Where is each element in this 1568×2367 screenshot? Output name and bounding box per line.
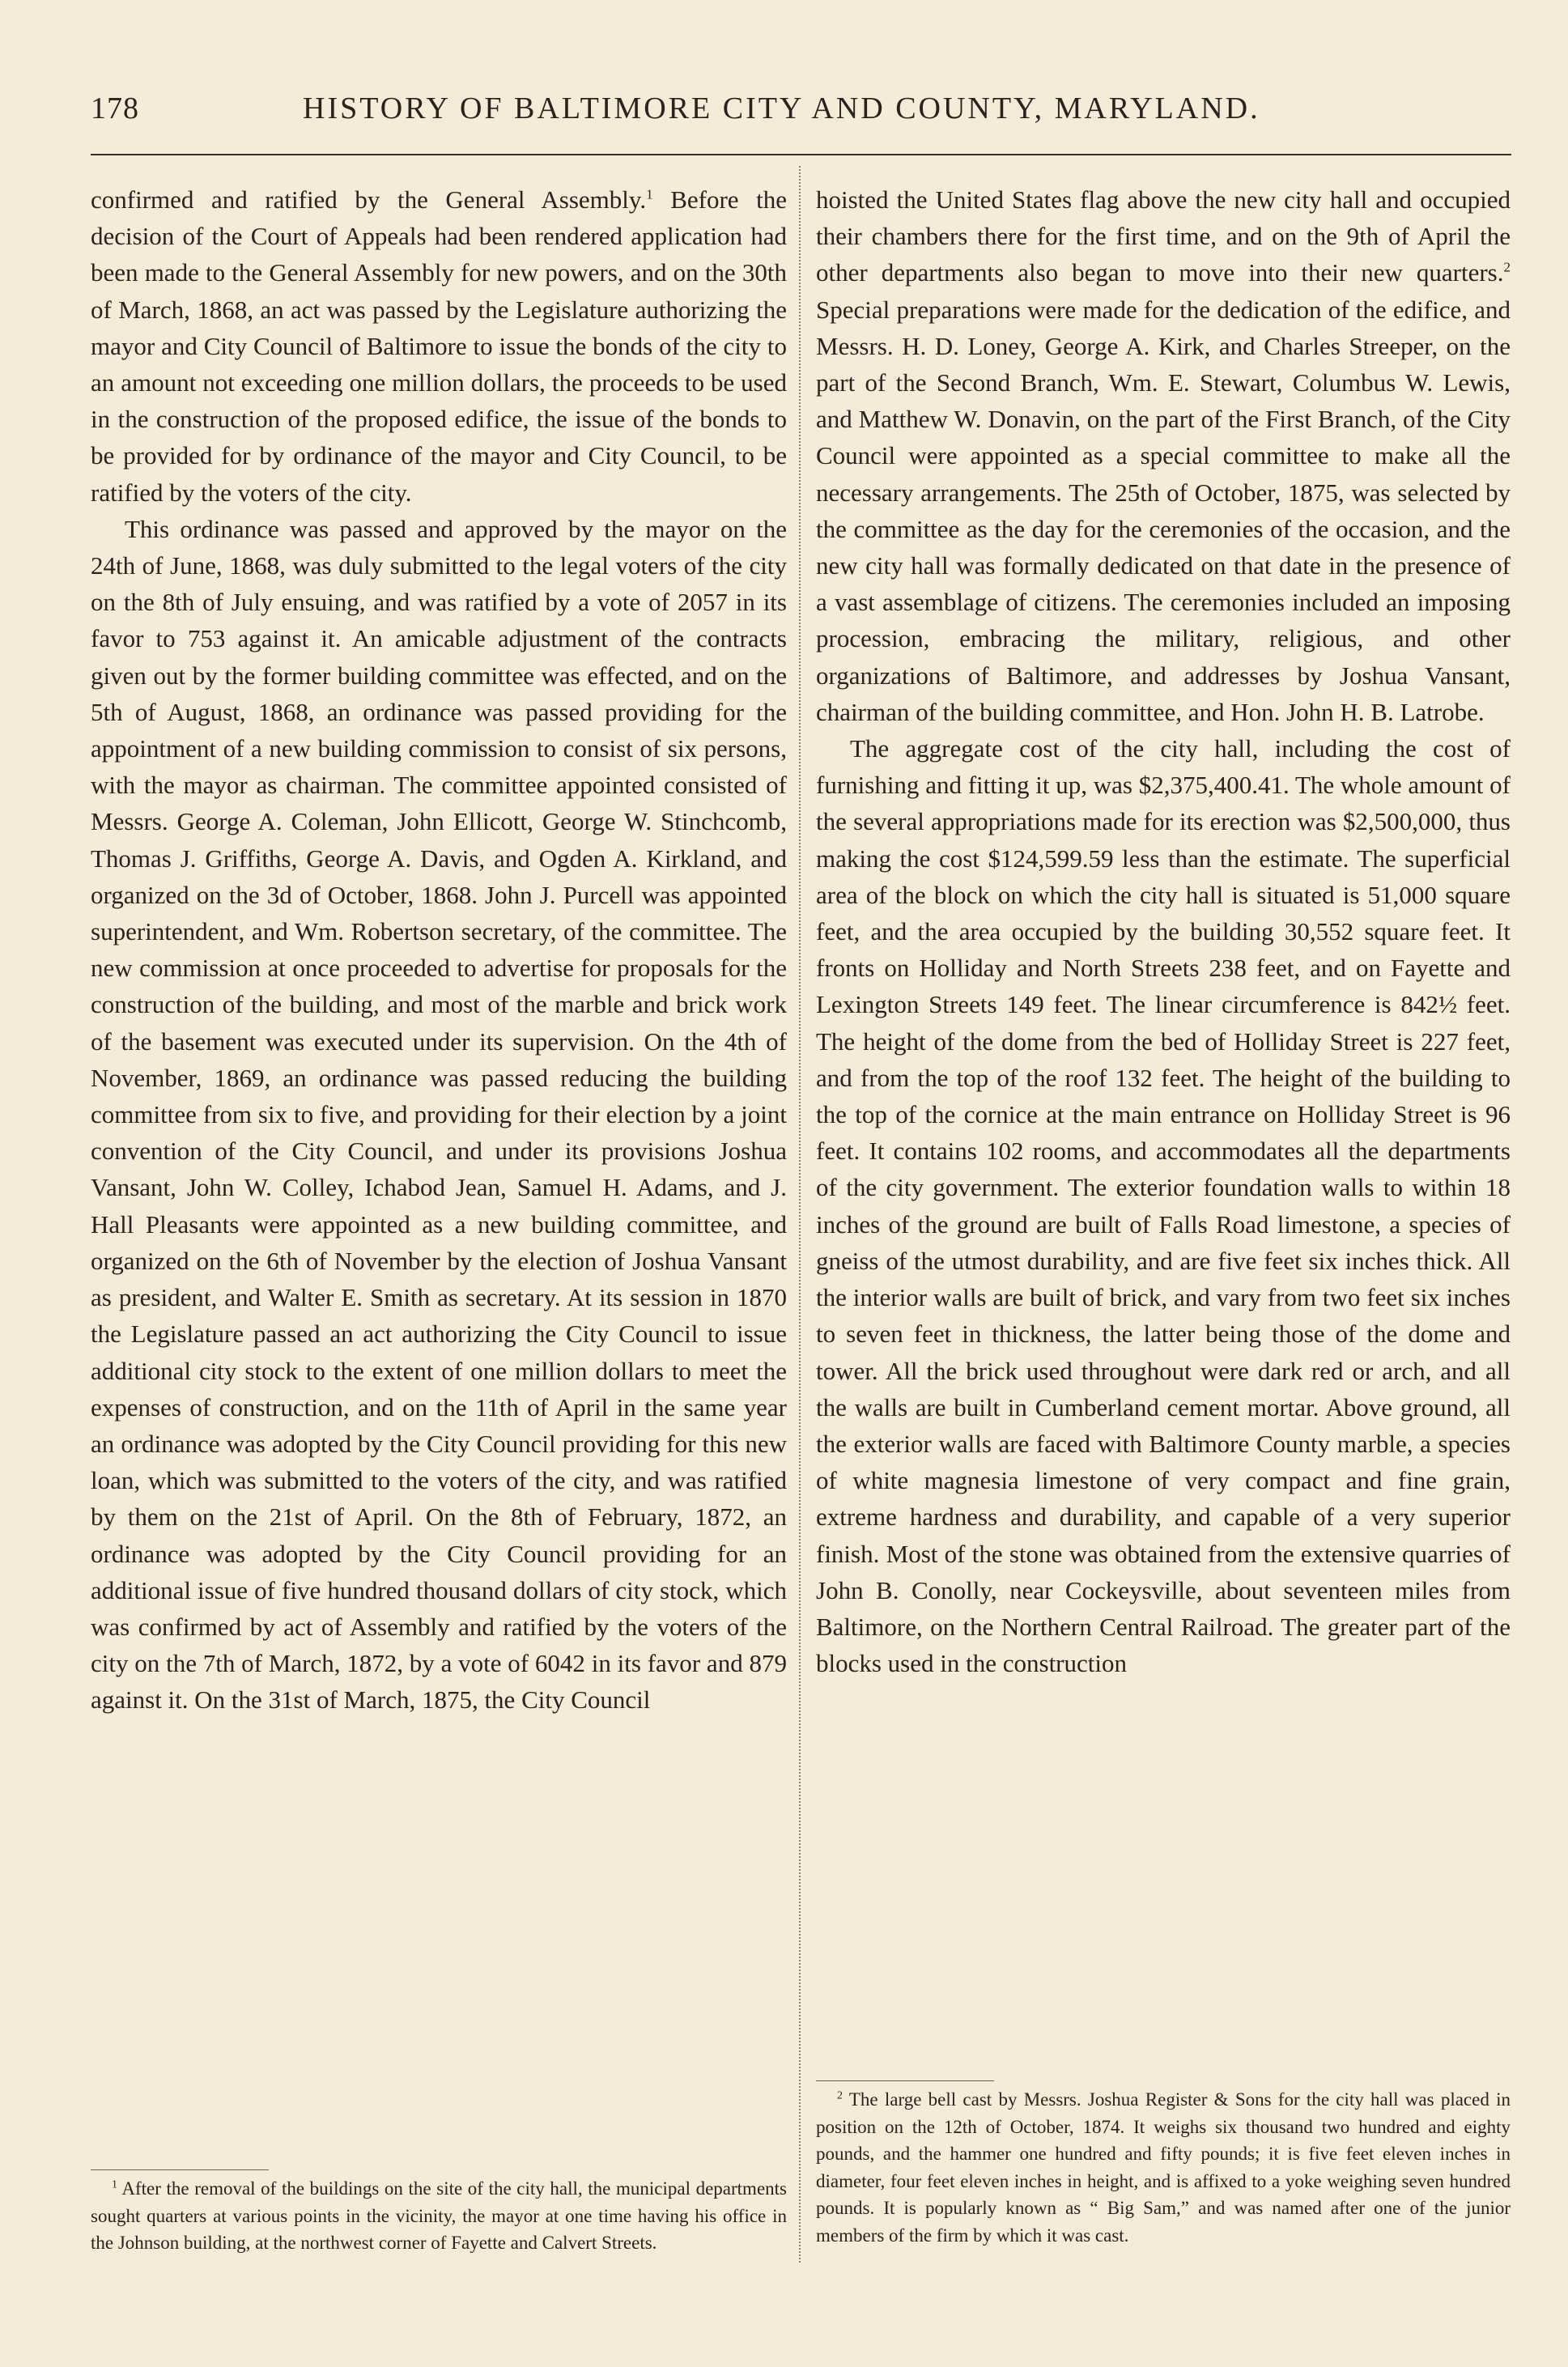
footnote-rule — [91, 2169, 269, 2170]
left-footnotes — [91, 2169, 787, 2257]
header-rule — [91, 154, 1511, 155]
footnote — [816, 2086, 1511, 2249]
text-run: Before the decision of the Court of Appeals had been rendered application had been made to the General Assembly for new powers, and on the 30th of March, 1868, an act was passed by the Legislature authorizing the mayor and City Council of Baltimore to issue the bonds of the city to an amount not exceeding one million dollars, the proceeds to be used in the construction of the proposed edifice, the issue of the bonds to be provided for by ordinance of the mayor and City Council, to be ratified by the voters of the city. — [91, 185, 787, 507]
left-column — [91, 181, 787, 1719]
paragraph — [816, 181, 1511, 730]
text-run: hoisted the United States flag above the new city hall and occupied their chambers there for the first time, and on the 9th of April the other departments also began to move into their new quarters. — [816, 185, 1511, 287]
footnote-ref: 2 — [1503, 260, 1511, 276]
paragraph: This ordinance was passed and approved by the mayor on the 24th of June, 1868, was duly submitted to the legal voters of the city on the 8th of July ensuing, and was ratified by a vote of 2057 in its favor to 753 against it. An amicable adjustment of the contracts given out by the former building committee was effected, and on the 5th of August, 1868, an ordinance was passed providing for the appointment of a new building commission to consist of six persons, with the mayor as chairman. The committee appointed consisted of Messrs. George A. Coleman, John Ellicott, George W. Stinchcomb, Thomas J. Griffiths, George A. Davis, and Ogden A. Kirkland, and organized on the 3d of October, 1868. John J. Purcell was appointed superintendent, and Wm. Robertson secretary, of the committee. The new commission at once proceeded to advertise for proposals for the construction of the building, and most of the marble and brick work of the basement was executed under its supervision. On the 4th of November, 1869, an ordinance was passed reducing the building committee from six to five, and providing for their election by a joint convention of the City Council, and under its provisions Joshua Vansant, John W. Colley, Ichabod Jean, Samuel H. Adams, and J. Hall Pleasants were appointed as a new building committee, and organized on the 6th of November by the election of Joshua Vansant as president, and Walter E. Smith as secretary. At its session in 1870 the Legislature passed an act authorizing the City Council to issue additional city stock to the extent of one million dollars to meet the expenses of construction, and on the 11th of April in the same year an ordinance was adopted by the City Council providing for this new loan, which was submitted to the voters of the city, and was ratified by them on the 21st of April. On the 8th of February, 1872, an ordinance was adopted by the City Council providing for an additional issue of five hundred thousand dollars of city stock, which was confirmed by act of Assembly and ratified by the voters of the city on the 7th of March, 1872, by a vote of 6042 in its favor and 879 against it. On the 31st of March, 1875, the City Council — [91, 514, 787, 1715]
footnote-ref: 1 — [646, 186, 653, 202]
running-head: HISTORY OF BALTIMORE CITY AND COUNTY, MARYLAND. — [303, 91, 1260, 125]
text-run: confirmed and ratified by the General Assembly. — [91, 185, 647, 214]
footnote-rule — [816, 2080, 994, 2081]
right-column — [816, 181, 1511, 1681]
page-header — [91, 91, 1511, 139]
footnote — [91, 2175, 787, 2257]
footnote-text: After the removal of the buildings on the site of the city hall, the municipal departments sought quarters at various points in the vicinity, the mayor at one time having his office in the Johnson building, at the northwest corner of Fayette and Calvert Streets. — [91, 2178, 787, 2253]
column-divider — [799, 166, 801, 2263]
paragraph — [91, 181, 787, 511]
footnote-number: 1 — [112, 2178, 117, 2191]
right-footnotes — [816, 2080, 1511, 2249]
footnote-number: 2 — [837, 2089, 843, 2102]
paragraph: The aggregate cost of the city hall, including the cost of furnishing and fitting it up, was $2,375,400.41. The whole amount of the several appropriations made for its erection was $2,500,000, thus making the cost $124,599.59 less than the estimate. The superficial area of the block on which the city hall is situated is 51,000 square feet, and the area occupied by the building 30,552 square feet. It fronts on Holliday and North Streets 238 feet, and on Fayette and Lexington Streets 149 feet. The linear circumference is 842½ feet. The height of the dome from the bed of Holliday Street is 227 feet, and from the top of the roof 132 feet. The height of the building to the top of the cornice at the main entrance on Holliday Street is 96 feet. It contains 102 rooms, and accommodates all the departments of the city government. The exterior foundation walls to within 18 inches of the ground are built of Falls Road limestone, a species of gneiss of the utmost durability, and are five feet six inches thick. All the interior walls are built of brick, and vary from two feet six inches to seven feet in thickness, the latter being those of the dome and tower. All the brick used throughout were dark red or arch, and all the walls are built in Cumberland cement mortar. Above ground, all the exterior walls are faced with Baltimore County marble, a species of white magnesia limestone of very compact and fine grain, extreme hardness and durability, and capable of a very superior finish. Most of the stone was obtained from the extensive quarries of John B. Conolly, near Cockeysville, about seventeen miles from Baltimore, on the Northern Central Railroad. The greater part of the blocks used in the construction — [816, 734, 1511, 1678]
footnote-text: The large bell cast by Messrs. Joshua Register & Sons for the city hall was placed in position on the 12th of October, 1874. It weighs six thousand two hundred and eighty pounds, and the hammer one hundred and fifty pounds; it is five feet eleven inches in diameter, four feet eleven inches in height, and is affixed to a yoke weighing seven hundred pounds. It is popularly known as “ Big Sam,” and was named after one of the junior members of the firm by which it was cast. — [816, 2089, 1511, 2246]
page-number: 178 — [91, 91, 139, 125]
text-run: Special preparations were made for the dedication of the edifice, and Messrs. H. D. Loney, George A. Kirk, and Charles Streeper, on the part of the Second Branch, Wm. E. Stewart, Columbus W. Lewis, and Matthew W. Donavin, on the part of the First Branch, of the City Council were appointed as a special committee to make all the necessary arrangements. The 25th of October, 1875, was selected by the committee as the day for the ceremonies of the occasion, and the new city hall was formally dedicated on that date in the presence of a vast assemblage of citizens. The ceremonies included an imposing procession, embracing the military, religious, and other organizations of Baltimore, and addresses by Joshua Vansant, chairman of the building committee, and Hon. John H. B. Latrobe. — [816, 295, 1511, 726]
